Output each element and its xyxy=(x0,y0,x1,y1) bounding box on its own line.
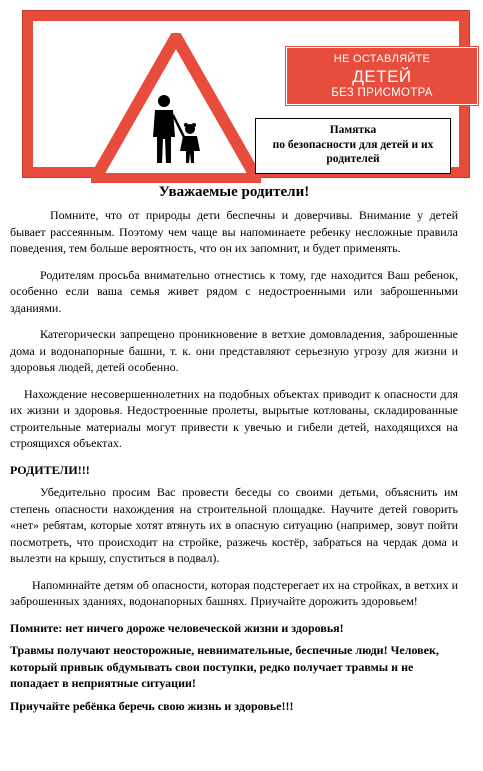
paragraph-1: Помните, что от природы дети беспечны и доверчивы. Внимание у детей бывает рассеянным. Поэтому чем чаще вы напоминаете ребенку несложные правила поведения, тем больше вероятность, что он их запомнит, и будет применять. xyxy=(10,208,458,255)
memo-title-box xyxy=(255,118,451,174)
warning-line-2: ДЕТЕЙ xyxy=(352,67,412,86)
paragraph-2: Родителям просьба внимательно отнестись к тому, где находится Ваш ребенок, особенно если ваша семья живет рядом с недостроенными или заброшенными зданиями. xyxy=(10,267,458,315)
adult-child-warning-sign-icon xyxy=(91,33,261,183)
paragraph-9: Приучайте ребёнка беречь свою жизнь и здоровье!!! xyxy=(10,698,294,713)
paragraph-5: Убедительно просим Вас провести беседы со своими детьми, объяснить им степень опасности нахождения на строительной площадке. Научите детей говорить «нет» ребятам, которые хотят втянуть их в опасную ситуацию (например, зовут пойти посмотреть, что происходит на стройке, разжечь костёр, забраться на чердак дома и вылезти на крышу, спуститься в подвал). xyxy=(10,485,458,565)
paragraph-3: Категорически запрещено проникновение в ветхие домовладения, заброшенные дома и водонапорные башни, т. к. они представляют серьезную угрозу для жизни и здоровья людей, детей особенно. xyxy=(10,327,458,374)
memo-line-3: родителей xyxy=(326,153,380,165)
memo-line-1: Памятка xyxy=(329,124,377,136)
warning-line-1: НЕ ОСТАВЛЯЙТЕ xyxy=(333,53,431,65)
do-not-leave-children-warning xyxy=(286,47,478,105)
warning-banner xyxy=(22,10,470,178)
paragraph-7: Помните: нет ничего дороже человеческой жизни и здоровья! xyxy=(10,620,344,635)
page-title: Уважаемые родители! xyxy=(158,184,310,200)
warning-line-3: БЕЗ ПРИСМОТРА xyxy=(331,87,433,99)
document-body xyxy=(10,184,458,720)
paragraph-6: Напоминайте детям об опасности, которая подстерегает их на стройках, в ветхих и заброшенных зданиях, водонапорных башнях. Приучайте дорожить здоровьем! xyxy=(10,577,458,608)
parents-label: РОДИТЕЛИ!!! xyxy=(10,462,90,477)
memo-line-2: по безопасности для детей и их xyxy=(272,138,434,151)
paragraph-8: Травмы получают неосторожные, невнимательные, беспечные люди! Человек, который привык обдумывать свои поступки, редко получает травмы и не попадает в неприятные ситуации! xyxy=(10,643,439,690)
paragraph-4: Нахождение несовершеннолетних на подобных объектах приводит к опасности для их жизни и здоровья. Недостроенные пролеты, вырытые котлованы, складированные строительные материалы могут привести к увечью и гибели детей, находящихся на строящихся объектах. xyxy=(10,386,458,450)
